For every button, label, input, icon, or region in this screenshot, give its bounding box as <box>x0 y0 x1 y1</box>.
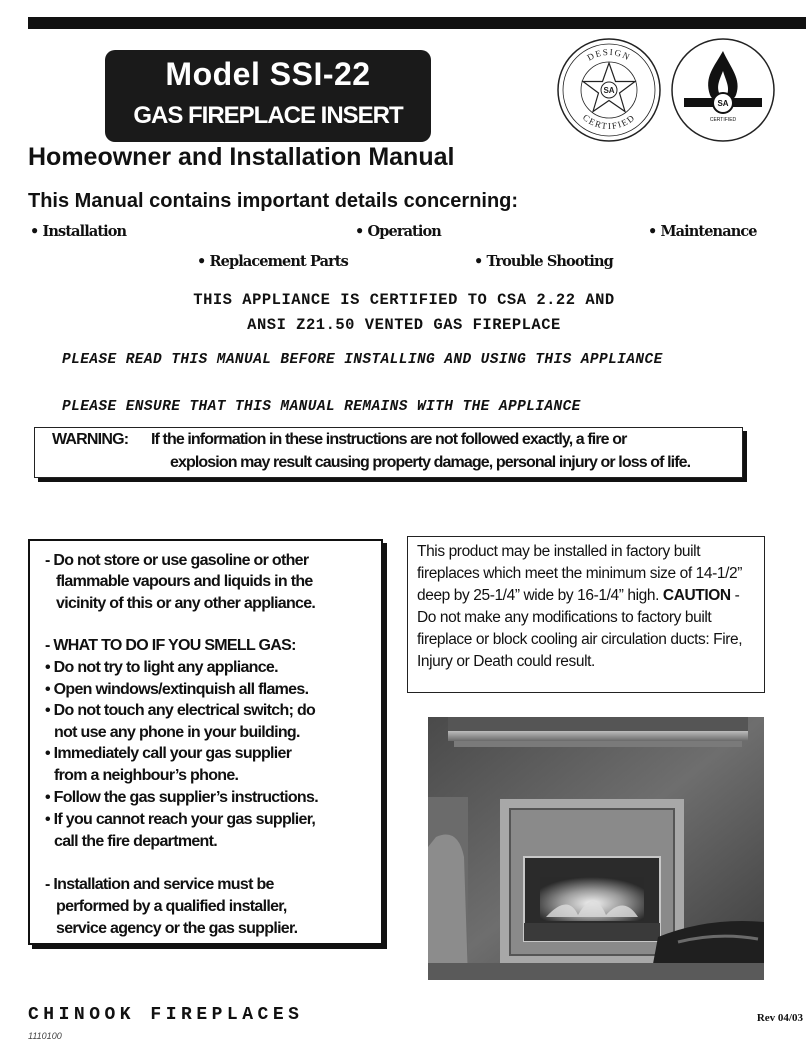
safety-line: from a neighbour’s phone. <box>54 767 239 784</box>
topic-trouble-shooting: • Trouble Shooting <box>474 253 613 270</box>
svg-text:SA: SA <box>603 86 615 95</box>
safety-line: • Do not try to light any appliance. <box>45 659 278 676</box>
svg-text:CERTIFIED: CERTIFIED <box>709 117 737 123</box>
revision-label: Rev 04/03 <box>756 1012 803 1024</box>
warning-text-line-1: If the information in these instructions are not followed exactly, a fire or <box>151 431 627 448</box>
model-title: Model SSI-22 <box>165 56 371 92</box>
manual-heading: Homeowner and Installation Manual <box>28 143 455 171</box>
safety-line: - WHAT TO DO IF YOU SMELL GAS: <box>45 637 296 654</box>
safety-line: flammable vapours and liquids in the <box>56 573 313 590</box>
installation-info-box <box>407 536 765 693</box>
warning-text-line-2: explosion may result causing property damage, personal injury or loss of life. <box>170 454 691 471</box>
brand-name: CHINOOK FIREPLACES <box>28 1005 304 1025</box>
caution-label: CAUTION <box>662 587 731 604</box>
warning-label: WARNING: <box>52 431 129 448</box>
safety-line: - Do not store or use gasoline or other <box>45 552 309 569</box>
fireplace-photo <box>428 717 764 980</box>
safety-line: • Open windows/extinquish all flames. <box>45 681 309 698</box>
design-certified-seal <box>556 37 662 143</box>
topic-replacement-parts: • Replacement Parts <box>197 253 348 270</box>
safety-line: • Follow the gas supplier’s instructions. <box>45 789 318 806</box>
svg-text:SA: SA <box>717 99 729 108</box>
svg-text:DESIGN: DESIGN <box>585 46 633 63</box>
safety-line: • Do not touch any electrical switch; do <box>45 702 316 719</box>
gas-safety-box <box>28 539 383 945</box>
model-subtitle: GAS FIREPLACE INSERT <box>133 102 403 129</box>
caution-text: - Do not make any modifications to factory built fireplace or block cooling air circulation ducts: Fire, Injury or Death could result. <box>417 587 743 670</box>
safety-line: • If you cannot reach your gas supplier, <box>45 811 316 828</box>
contains-heading: This Manual contains important details concerning: <box>28 190 519 212</box>
installation-info-text <box>417 541 762 673</box>
certification-line-1: THIS APPLIANCE IS CERTIFIED TO CSA 2.22 AND <box>193 291 615 309</box>
top-rule <box>28 17 806 29</box>
csa-flame-seal <box>670 37 776 143</box>
safety-line: vicinity of this or any other appliance. <box>56 595 316 612</box>
topic-operation: • Operation <box>355 223 441 240</box>
safety-line: • Immediately call your gas supplier <box>45 745 292 762</box>
safety-line: not use any phone in your building. <box>54 724 300 741</box>
topic-installation: • Installation <box>30 223 127 240</box>
safety-line: service agency or the gas supplier. <box>56 920 298 937</box>
model-title-box <box>105 50 431 142</box>
safety-line: - Installation and service must be <box>45 876 274 893</box>
part-number: 1110100 <box>28 1031 62 1041</box>
certification-line-2: ANSI Z21.50 VENTED GAS FIREPLACE <box>247 316 561 334</box>
safety-line: call the fire department. <box>54 833 217 850</box>
svg-text:CERTIFIED: CERTIFIED <box>580 112 638 132</box>
keep-manual-notice: PLEASE ENSURE THAT THIS MANUAL REMAINS WITH THE APPLIANCE <box>62 399 581 415</box>
topic-maintenance: • Maintenance <box>648 223 757 240</box>
warning-box <box>34 427 743 478</box>
info-text: This product may be installed in factory built fireplaces which meet the minimum size of 14-1/2” deep by 25-1/4” wide by 16-1/4” high. <box>417 543 742 604</box>
read-manual-notice: PLEASE READ THIS MANUAL BEFORE INSTALLING AND USING THIS APPLIANCE <box>62 352 663 368</box>
safety-line: performed by a qualified installer, <box>56 898 287 915</box>
